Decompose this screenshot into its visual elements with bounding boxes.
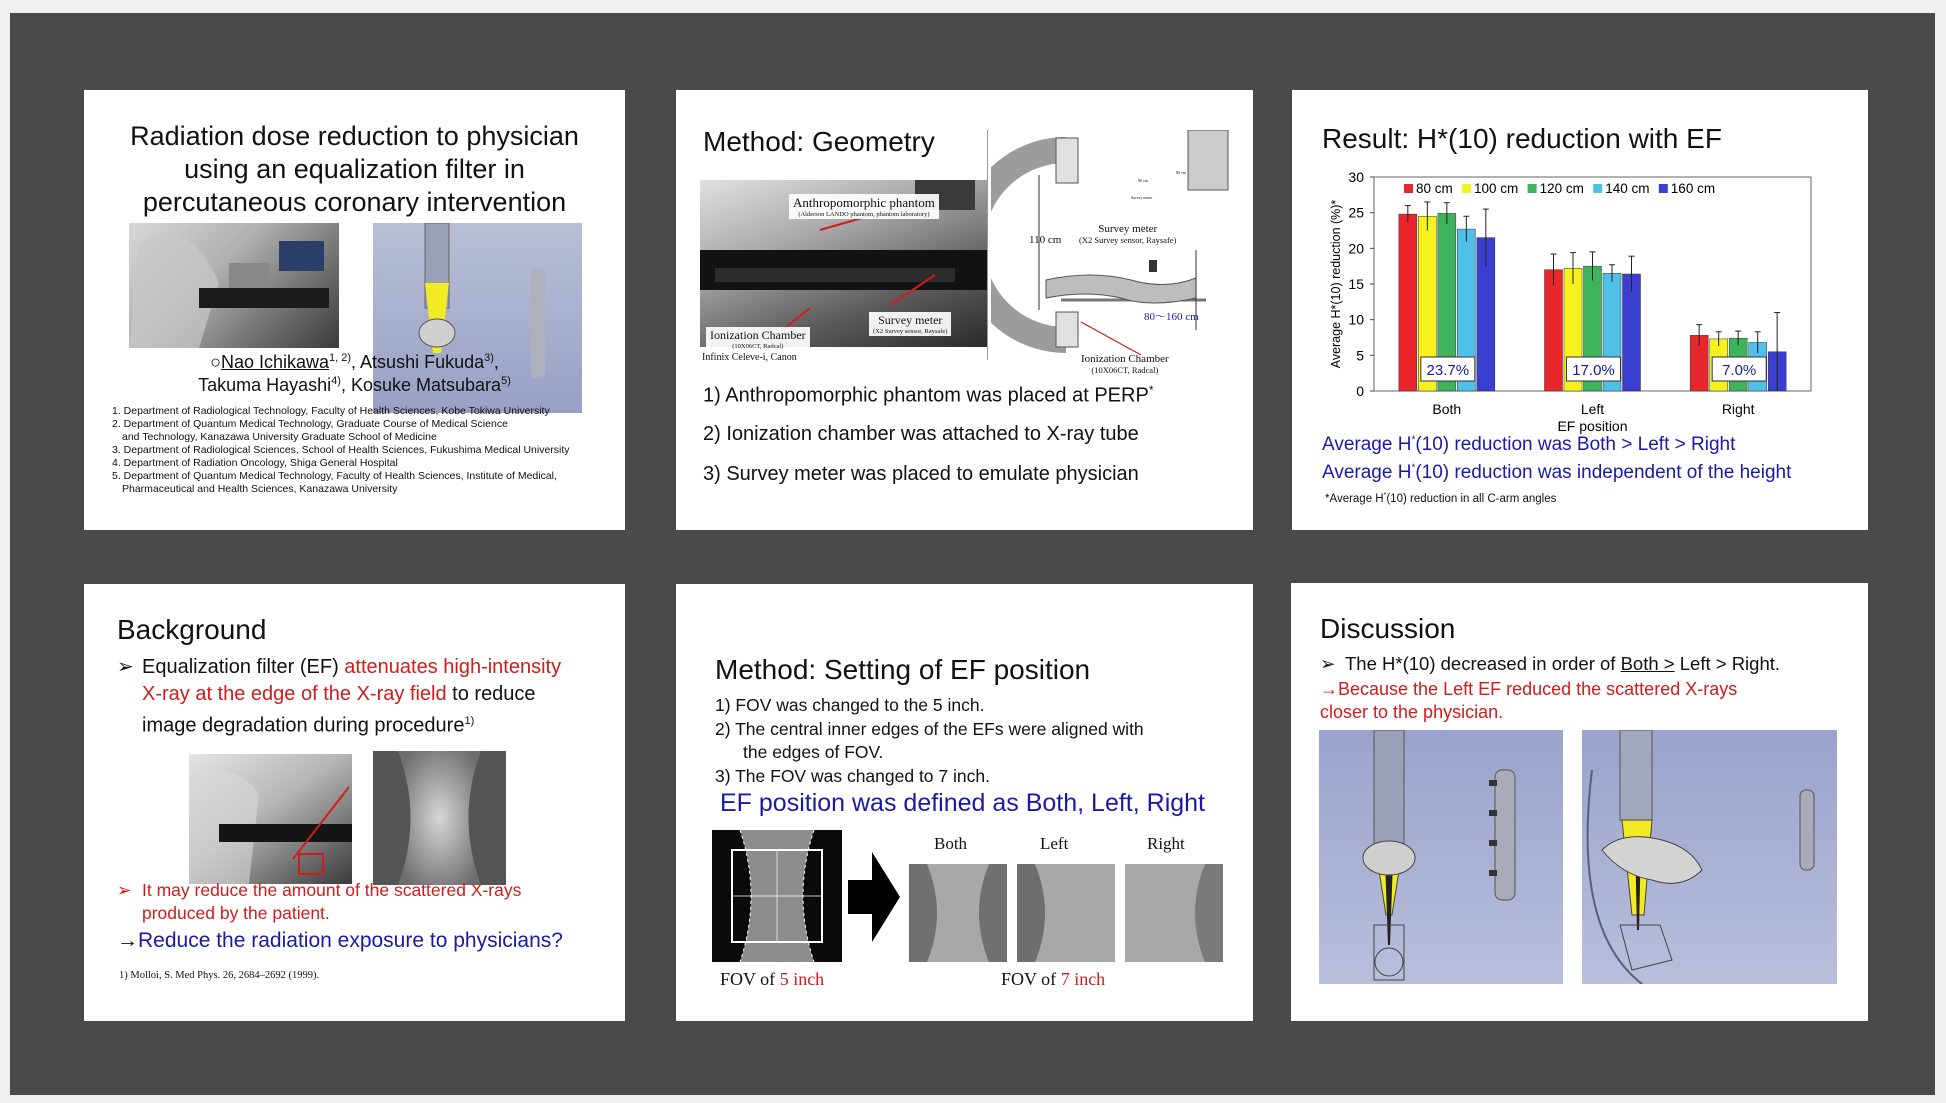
x-tick-label: Right bbox=[1721, 401, 1755, 417]
slide-heading: Result: H*(10) reduction with EF bbox=[1322, 123, 1722, 154]
diagram-chamber-label: Ionization Chamber (10X06CT, Radcal) bbox=[1081, 353, 1169, 375]
legend-entry: 120 cm bbox=[1539, 181, 1584, 196]
slide-setting[interactable] bbox=[676, 584, 1253, 1021]
legend-swatch bbox=[1404, 184, 1413, 193]
ef-xray-illustration bbox=[373, 751, 506, 885]
discussion-reason-2: closer to the physician. bbox=[1320, 702, 1504, 722]
annotation-value: 17.0% bbox=[1572, 362, 1615, 379]
x-axis-label: EF position bbox=[1557, 418, 1628, 434]
discussion-bullet: ➢ The H*(10) decreased in order of Both > Left > Right. bbox=[1320, 653, 1781, 674]
legend-entry: 160 cm bbox=[1670, 181, 1716, 196]
bullet-arrow: ➢ bbox=[1320, 653, 1336, 674]
bullet-arrow: ➢ bbox=[117, 656, 134, 678]
legend-swatch bbox=[1659, 184, 1668, 193]
annotation-value: 23.7% bbox=[1426, 362, 1470, 379]
zoom-callout-lines bbox=[289, 779, 349, 859]
slide-heading: Method: Setting of EF position bbox=[715, 654, 1091, 685]
mini-survey-label: Survey meter bbox=[1131, 195, 1153, 200]
phantom-label: Anthropomorphic phantom (Alderson LANDO phantom, phantom laboratory) bbox=[789, 194, 939, 219]
slide-title[interactable] bbox=[84, 90, 625, 530]
bullet-1: ➢ Equalization filter (EF) attenuates high-intensity X-ray at the edge of the X-ray field to reduce image degradation during procedure$^{1)}$ bbox=[117, 656, 562, 737]
author-name: Kosuke Matsubara bbox=[350, 375, 502, 395]
slide-heading: Method: Geometry bbox=[703, 126, 935, 157]
height-label: 110 cm bbox=[1029, 234, 1062, 246]
label-both: Both bbox=[934, 834, 968, 853]
ef-xray-image bbox=[373, 751, 506, 885]
x-tick-label: Left bbox=[1580, 401, 1605, 417]
legend-swatch bbox=[1528, 184, 1537, 193]
bar-left-80cm bbox=[1545, 270, 1563, 391]
fov-5-caption: FOV of 5 inch bbox=[720, 969, 825, 989]
title-heading: Radiation dose reduction to physician using an equalization filter in percutaneous coronary intervention bbox=[130, 121, 579, 217]
bullet-arrow: ➢ bbox=[117, 880, 132, 900]
slide-heading: Background bbox=[117, 614, 267, 645]
bar-both-80cm bbox=[1399, 214, 1417, 391]
conclusion-2: Average H*(10) reduction was independent of the height bbox=[1322, 462, 1792, 483]
c-arm-diagram bbox=[991, 130, 1231, 360]
bullet-2: ➢ It may reduce the amount of the scattered X-rays produced by the patient. bbox=[117, 880, 522, 923]
label-left: Left bbox=[1040, 834, 1069, 853]
affiliation-list: 1. Department of Radiological Technology, Faculty of Health Sciences, Kobe Tokiwa University 2. Department of Quantum Medical Technology, Graduate Course of Medical Science and Technology, Kanazawa University Graduate School of Medicine 3. Department of Radiological Sciences, School of Health Sciences, Fukushima Medical University 4. Department of Radiation Oncology, Shiga General Hospital 5. Department of Quantum Medical Technology, Faculty of Health Sciences, Institute of Medical, Pharmaceutical and Health Sciences, Kanazawa University bbox=[112, 405, 570, 495]
ionization-chamber-label: Ionization Chamber (10X06CT, Radcal) bbox=[706, 327, 810, 351]
mini-80cm-label: 80 cm bbox=[1176, 170, 1186, 175]
step-3: 3) Survey meter was placed to emulate physician bbox=[703, 463, 1139, 485]
ef-position-statement: EF position was defined as Both, Left, Right bbox=[720, 789, 1205, 817]
annotation-value: 7.0% bbox=[1722, 362, 1757, 379]
slide-heading: Discussion bbox=[1320, 613, 1456, 644]
legend-entry: 80 cm bbox=[1416, 181, 1453, 196]
process-arrow-icon bbox=[848, 852, 900, 942]
author-name: Atsushi Fukuda bbox=[360, 352, 485, 372]
survey-meter-label: Survey meter (X2 Survey sensor, Raysafe) bbox=[869, 312, 951, 336]
height-range-label: 80～160 cm bbox=[1144, 311, 1199, 323]
conclusion-1: Average H*(10) reduction was Both > Left > Right bbox=[1322, 434, 1736, 455]
divider-line bbox=[987, 130, 988, 360]
simulation-front-view bbox=[1319, 730, 1563, 984]
ef-both-image bbox=[909, 864, 1007, 962]
result-footnote: *Average H*(10) reduction in all C-arm angles bbox=[1325, 492, 1557, 505]
y-tick-label: 0 bbox=[1356, 383, 1364, 399]
discussion-reason-1: →Because the Left EF reduced the scattered X-rays bbox=[1320, 679, 1738, 699]
legend-entry: 100 cm bbox=[1474, 181, 1519, 196]
y-tick-label: 10 bbox=[1348, 311, 1364, 328]
slide-discussion[interactable] bbox=[1291, 583, 1868, 1021]
fov-7-caption: FOV of 7 inch bbox=[1001, 969, 1106, 989]
label-right: Right bbox=[1147, 834, 1185, 853]
slide-result[interactable] bbox=[1292, 90, 1868, 530]
simulation-side-view bbox=[1582, 730, 1837, 984]
diagram-survey-label: Survey meter (X2 Survey sensor, Raysafe) bbox=[1079, 223, 1177, 245]
y-tick-label: 5 bbox=[1356, 347, 1364, 364]
author-line-1: ○Nao Ichikawa$^{1, 2)}$, Atsushi Fukuda$^{3)}$, bbox=[210, 352, 499, 372]
y-tick-label: 30 bbox=[1348, 169, 1364, 185]
reference: 1) Molloi, S. Med Phys. 26, 2684–2692 (1999). bbox=[119, 970, 320, 981]
author-line-2: Takuma Hayashi$^{4)}$, Kosuke Matsubara$^{5)}$ bbox=[198, 375, 511, 395]
ef-right-image bbox=[1125, 864, 1223, 962]
ef-left-image bbox=[1017, 864, 1115, 962]
presenter-mark: ○ bbox=[210, 352, 221, 372]
legend-swatch bbox=[1593, 184, 1602, 193]
author-name: Takuma Hayashi bbox=[198, 375, 332, 395]
author-name: Nao Ichikawa bbox=[220, 352, 330, 372]
legend-swatch bbox=[1462, 184, 1471, 193]
research-question: →Reduce the radiation exposure to physicians? bbox=[117, 929, 563, 952]
slide-background[interactable] bbox=[84, 584, 625, 1021]
h10-reduction-chart bbox=[1292, 155, 1868, 435]
y-tick-label: 20 bbox=[1348, 240, 1364, 257]
y-tick-label: 25 bbox=[1348, 204, 1364, 221]
y-tick-label: 15 bbox=[1348, 276, 1364, 292]
slide-grid bbox=[10, 13, 1935, 1095]
x-tick-label: Both bbox=[1432, 401, 1462, 417]
legend-entry: 140 cm bbox=[1605, 181, 1650, 196]
slide-geometry[interactable] bbox=[676, 90, 1253, 530]
mini-90cm-label: 90 cm bbox=[1138, 178, 1148, 183]
cath-lab-illustration bbox=[129, 223, 339, 348]
step-1: 1) Anthropomorphic phantom was placed at PERP* bbox=[703, 383, 1154, 407]
setting-steps: 1) FOV was changed to the 5 inch. 2) The central inner edges of the EFs were aligned with the edges of FOV. 3) The FOV was changed to 7 inch. bbox=[715, 695, 1144, 786]
system-caption: Infinix Celeve-i, Canon bbox=[702, 352, 797, 363]
fov-5inch-image bbox=[712, 830, 842, 962]
cath-lab-photo bbox=[129, 223, 339, 348]
y-axis-label: Average H*(10) reduction (%)* bbox=[1329, 199, 1343, 369]
step-2: 2) Ionization chamber was attached to X-ray tube bbox=[703, 423, 1139, 445]
